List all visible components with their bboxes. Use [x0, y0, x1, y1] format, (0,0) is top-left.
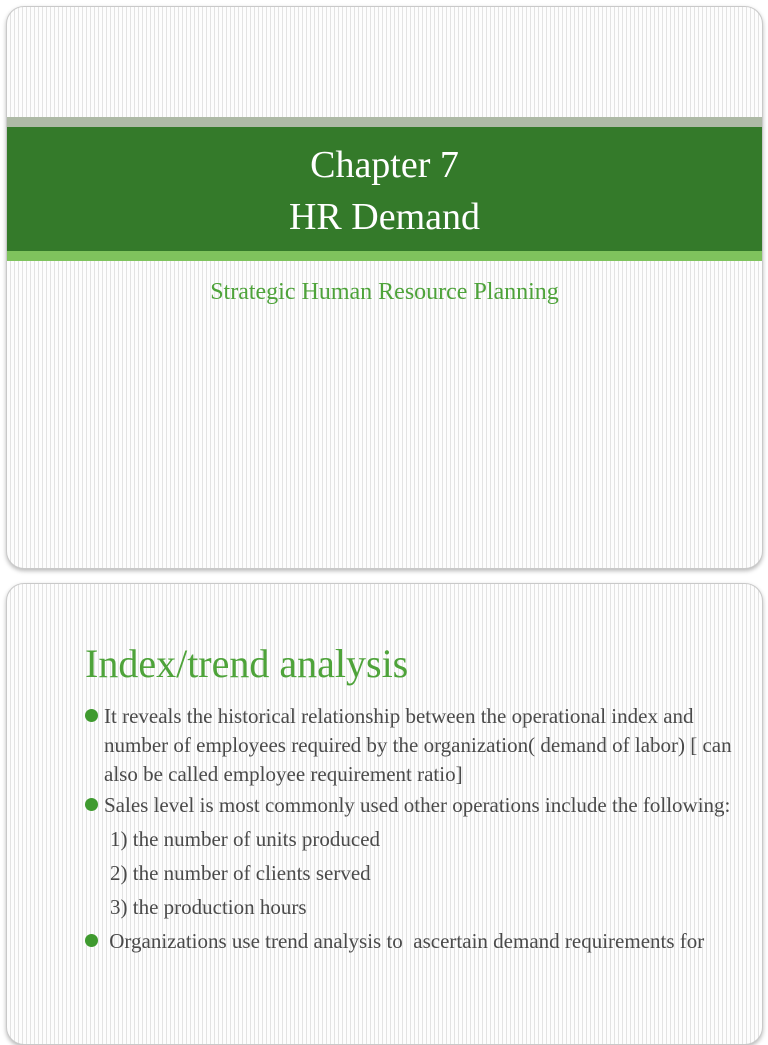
numbered-item: 3) the production hours [110, 895, 307, 919]
slide-body [83, 702, 743, 958]
bullet-item [83, 702, 743, 789]
bullet-text: It reveals the historical relationship between the operational index and number of employees required by the organization( demand of labor) [ can also be called employee requirement ratio] [104, 704, 732, 786]
title-slide [6, 6, 763, 569]
bullet-dot-icon [85, 798, 98, 811]
bullet-dot-icon [85, 934, 98, 947]
slide-heading: Index/trend analysis [85, 641, 409, 686]
slide-title-line-1: Chapter 7 [310, 144, 459, 186]
content-slide [6, 583, 763, 1045]
bullet-text: Organizations use trend analysis to ascertain demand requirements for [104, 929, 705, 953]
numbered-item: 2) the number of clients served [110, 861, 371, 885]
bullet-item [83, 791, 743, 820]
bullet-text: Sales level is most commonly used other operations include the following: [104, 793, 731, 817]
numbered-item: 1) the number of units produced [110, 827, 381, 851]
slide-title-line-2: HR Demand [288, 196, 481, 238]
title-band-bottom-stripe [7, 251, 762, 261]
title-band-top-stripe [7, 117, 762, 127]
slide-subtitle: Strategic Human Resource Planning [210, 279, 559, 305]
bullet-item [83, 927, 743, 956]
bullet-dot-icon [85, 709, 98, 722]
